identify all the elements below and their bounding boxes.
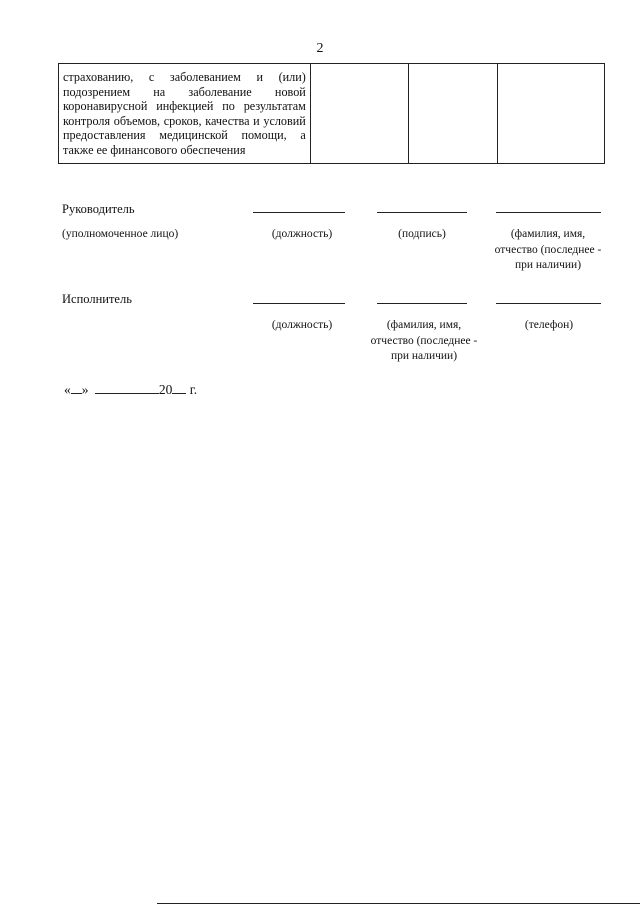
executor-label: Исполнитель [62, 292, 132, 306]
year-prefix: 20 [158, 382, 173, 397]
head-position-line [253, 212, 345, 213]
executor-phone-line [496, 303, 601, 304]
year-suffix: г. [189, 382, 198, 397]
table-cell-description: страхованию, с заболеванием и (или) подозрением на заболевание новой коронавирусной инфекцией по результатам контроля объемов, сроков, качества и условий предоставления медицинской помощи, а также ее финансового обеспечения [59, 64, 311, 164]
executor-name-hint: (фамилия, имя, отчество (последнее - при наличии) [370, 319, 478, 362]
date-line [64, 381, 197, 398]
head-label: Руководитель [62, 202, 135, 216]
footer-border-line [157, 903, 640, 904]
table-cell-empty [498, 64, 605, 164]
table-cell-empty [310, 64, 408, 164]
date-close-quote: » [81, 382, 89, 397]
table-cell-empty [408, 64, 497, 164]
executor-phone-hint: (телефон) [524, 319, 574, 331]
head-position-hint: (должность) [271, 228, 333, 240]
table-row [59, 64, 605, 164]
report-table [58, 63, 605, 164]
executor-position-line [253, 303, 345, 304]
page-number: 2 [316, 41, 324, 56]
head-name-line [496, 212, 601, 213]
year-blank [172, 381, 186, 394]
date-open-quote: « [64, 382, 71, 397]
head-signature-line [377, 212, 467, 213]
head-signature-hint: (подпись) [398, 228, 446, 240]
head-sublabel: (уполномоченное лицо) [62, 228, 179, 240]
month-blank [95, 381, 159, 394]
day-blank [71, 381, 82, 394]
executor-name-line [377, 303, 467, 304]
head-name-hint: (фамилия, имя, отчество (последнее - при наличии) [494, 228, 602, 271]
executor-position-hint: (должность) [271, 319, 333, 331]
